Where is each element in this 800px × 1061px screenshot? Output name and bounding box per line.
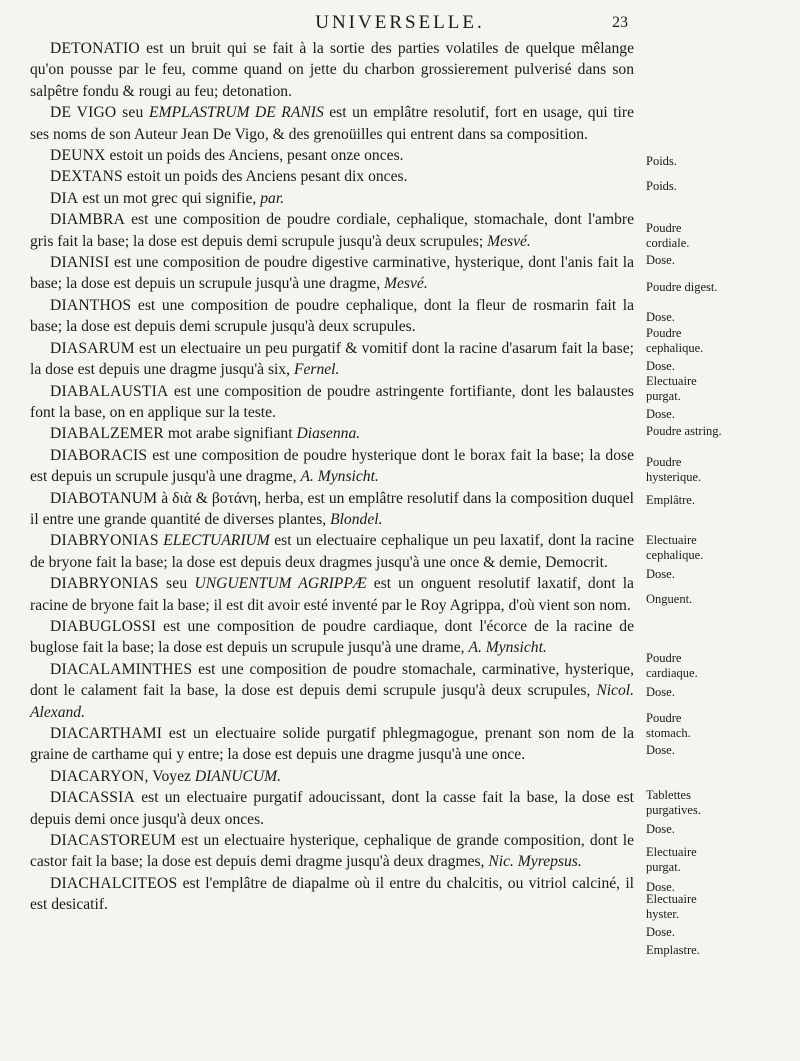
- entry-text: est un electuaire solide purgatif phlegmagogue, prenant son nom de la graine de carthame qui y entre; la dose est depuis une dragme jusqu'à une once.: [30, 725, 634, 764]
- dictionary-entry: [30, 530, 634, 573]
- entry-text: est une composition de poudre stomachale, carminative, hysterique, dont le calament fait la base, la dose est depuis demi scrupule jusqu'à deux scrupules,: [30, 660, 634, 700]
- entry-italic: ELECTUARIUM: [163, 532, 270, 550]
- entry-text: est un electuaire un peu purgatif & vomitif dont la racine d'asarum fait la base; la dose est depuis une dragme jusqu'à six,: [30, 339, 634, 379]
- dictionary-entry: [30, 38, 634, 102]
- entry-headword: DIABALZEMER: [50, 425, 164, 443]
- running-title: UNIVERSELLE.: [315, 12, 485, 33]
- entry-headword: DE VIGO seu: [50, 104, 144, 122]
- entry-headword: DIANTHOS: [50, 296, 132, 314]
- entry-text: à διὰ & βοτάνη, herba, est un emplâtre resolutif dans la composition duquel il entre une grande quantité de diverses plantes,: [30, 489, 634, 528]
- entry-headword: DEXTANS: [50, 168, 123, 186]
- dictionary-entry: [30, 381, 634, 424]
- entry-italic: Mesvé.: [487, 232, 531, 250]
- entry-headword: DETONATIO: [50, 40, 140, 57]
- entry-text: est un electuaire cephalique un peu laxatif, dont la racine de bryone fait la base; la dose est depuis deux dragmes jusqu'à une once & demie, Democrit.: [30, 532, 634, 571]
- entry-headword: DIABOTANUM: [50, 489, 158, 507]
- entry-text: est une composition de poudre cephalique, dont la fleur de rosmarin fait la base; la dose est depuis demi scrupule jusqu'à deux scrupules.: [30, 296, 634, 336]
- margin-note: Poudre cardiaque.: [646, 651, 698, 680]
- entry-text: mot arabe signifiant: [163, 425, 297, 443]
- margin-note: Dose.: [646, 407, 675, 421]
- entry-text: est un electuaire purgatif adoucissant, dont la casse fait la base, la dose est depuis demi once jusqu'à deux onces.: [30, 789, 634, 828]
- margin-note: Emplastre.: [646, 943, 700, 957]
- margin-note: Onguent.: [646, 592, 693, 606]
- dictionary-entry: [30, 723, 634, 766]
- margin-note: Dose.: [646, 880, 675, 894]
- margin-note: Emplâtre.: [646, 493, 695, 507]
- page-number: 23: [612, 14, 628, 31]
- margin-note: Poudre astring.: [646, 424, 722, 438]
- margin-note: Poudre stomach.: [646, 711, 691, 740]
- entry-text: est l'emplâtre de diapalme où il entre du chalcitis, ou vitriol calciné, il est desicatif.: [30, 874, 634, 914]
- margin-note: Poudre cordiale.: [646, 221, 690, 250]
- entry-headword: DIACARYON,: [50, 767, 149, 785]
- dictionary-entry: [30, 102, 634, 145]
- entry-headword: DIACASTOREUM: [50, 832, 177, 850]
- dictionary-entry: [30, 338, 634, 381]
- entry-headword: DIABRYONIAS: [50, 532, 159, 550]
- entry-italic: DIANUCUM.: [194, 767, 282, 785]
- entry-text: est un electuaire hysterique, cephalique de grande composition, dont le castor fait la base; la dose est depuis demi dragme jusqu'à deux dragmes,: [30, 832, 634, 871]
- entry-italic: Fernel.: [293, 361, 340, 379]
- dictionary-entry: [30, 209, 634, 252]
- entry-text: est une composition de poudre hysterique dont le borax fait la base; la dose est depuis un scrupule jusqu'à une dragme,: [30, 446, 634, 486]
- entry-text: est un emplâtre resolutif, fort en usage, qui tire ses noms de son Auteur Jean De Vigo, & des grenoüilles qui entrent dans sa composition.: [30, 104, 635, 143]
- dictionary-entry: [30, 488, 634, 531]
- margin-note: Poudre cephalique.: [646, 326, 704, 355]
- dictionary-entry: [30, 166, 634, 187]
- entry-headword: DIABUGLOSSI: [50, 617, 157, 635]
- margin-note: Dose.: [646, 310, 675, 324]
- dictionary-entry: [30, 573, 634, 616]
- entry-italic: Mesvé.: [384, 275, 428, 293]
- margin-note: Electuaire cephalique.: [646, 533, 704, 562]
- entry-text: est une composition de poudre cardiaque, dont l'écorce de la racine de buglose fait la base; la dose est depuis un scrupule jusqu'à une drame,: [30, 617, 634, 657]
- entry-headword: DIABALAUSTIA: [50, 382, 169, 400]
- entry-headword: DIA: [50, 189, 79, 207]
- dictionary-entry: [30, 830, 634, 873]
- margin-note: Tablettes purgatives.: [646, 788, 701, 817]
- entry-italic: Nic. Myrepsus.: [488, 853, 582, 871]
- dictionary-entry: [30, 787, 634, 830]
- entry-text: est un mot grec qui signifie,: [78, 189, 261, 207]
- entry-headword: DIANISI: [50, 254, 110, 272]
- entry-headword: DIACASSIA: [50, 789, 135, 807]
- dictionary-entry: [30, 423, 634, 444]
- entry-headword: DIACALAMINTHES: [50, 660, 193, 678]
- entry-text: est un onguent resolutif laxatif, dont la racine de bryone fait la base; il est dit avoir esté inventé par le Roy Agrippa, d'où vient son nom.: [30, 575, 634, 614]
- dictionary-entry: [30, 252, 634, 295]
- entry-text: est une composition de poudre astringente fortifiante, dont les balaustes font la base, on en applique sur la teste.: [30, 382, 634, 421]
- margin-note: Dose.: [646, 685, 675, 699]
- entry-text: est une composition de poudre digestive carminative, hysterique, dont l'anis fait la base; la dose est depuis un scrupule jusqu'à une dragme,: [30, 254, 634, 293]
- dictionary-entry: [30, 766, 634, 787]
- margin-note: Electuaire purgat.: [646, 845, 697, 874]
- entry-text: Voyez: [148, 767, 195, 785]
- entry-headword: DIACHALCITEOS: [50, 874, 178, 892]
- entry-headword: DIABRYONIAS seu: [50, 575, 188, 593]
- entry-italic: Diasenna.: [296, 425, 361, 443]
- margin-note: Poudre digest.: [646, 280, 718, 294]
- margin-note: Dose.: [646, 743, 675, 757]
- margin-note: Poudre hysterique.: [646, 455, 702, 484]
- margin-note: Poids.: [646, 154, 677, 168]
- entry-italic: Blondel.: [330, 510, 383, 528]
- entry-text: est un bruit qui se fait à la sortie des parties volatiles de quelque mêlange qu'on pousse par le feu, comme quand on jette du charbon grossierement pulverisé dans son salpêtre fondu & rougi au feu; detonation.: [30, 40, 634, 100]
- dictionary-entry: [30, 873, 634, 916]
- margin-note: Dose.: [646, 822, 675, 836]
- dictionary-entry: [30, 145, 634, 166]
- dictionary-entry: [30, 188, 634, 209]
- entry-italic: EMPLASTRUM DE RANIS: [149, 104, 324, 122]
- dictionary-entry: [30, 445, 634, 488]
- margin-note: Dose.: [646, 359, 675, 373]
- margin-note: Electuaire purgat.: [646, 374, 697, 403]
- entry-italic: Nicol. Alexand.: [30, 682, 634, 721]
- dictionary-entry: [30, 295, 634, 338]
- margin-note: Dose.: [646, 253, 675, 267]
- entry-headword: DIASARUM: [50, 339, 135, 357]
- margin-note: Poids.: [646, 179, 677, 193]
- entry-text: est une composition de poudre cordiale, cephalique, stomachale, dont l'ambre gris fait la base; la dose est depuis demi scrupule jusqu'à deux scrupules;: [30, 211, 634, 250]
- dictionary-text: [30, 38, 634, 916]
- entry-italic: A. Mynsicht.: [468, 639, 547, 657]
- entry-headword: DIACARTHAMI: [50, 725, 163, 742]
- margin-note: Electuaire hyster.: [646, 892, 697, 921]
- entry-italic: UNGUENTUM AGRIPPÆ: [194, 575, 367, 593]
- margin-note: Dose.: [646, 567, 675, 581]
- entry-text: estoit un poids des Anciens pesant dix onces.: [122, 168, 408, 186]
- dictionary-entry: [30, 616, 634, 659]
- dictionary-entry: [30, 659, 634, 723]
- entry-headword: DEUNX: [50, 147, 106, 165]
- running-head: [0, 12, 800, 38]
- entry-text: estoit un poids des Anciens, pesant onze onces.: [105, 147, 404, 165]
- margin-note: Dose.: [646, 925, 675, 939]
- entry-italic: A. Mynsicht.: [300, 468, 379, 486]
- entry-headword: DIAMBRA: [50, 211, 126, 229]
- entry-headword: DIABORACIS: [50, 446, 148, 464]
- entry-italic: par.: [260, 189, 285, 207]
